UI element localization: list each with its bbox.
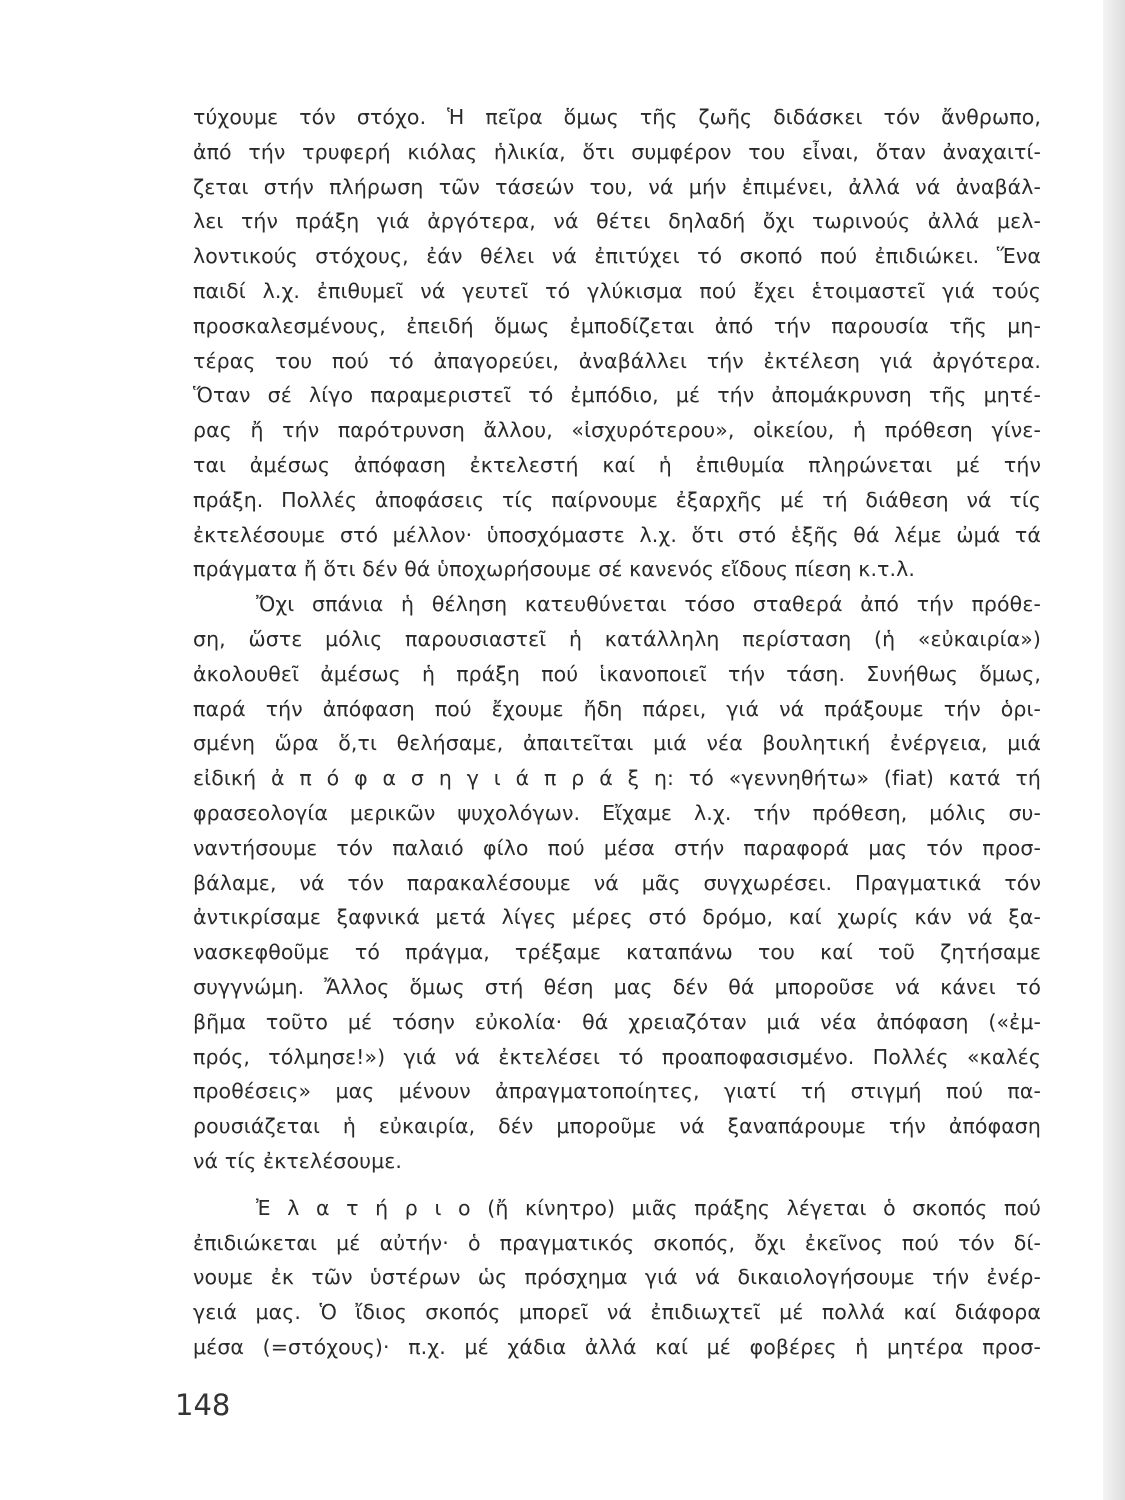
page-number: 148 — [175, 1388, 231, 1422]
text-line: σμένη ὥρα ὅ,τι θελήσαμε, ἀπαιτεῖται μιά νέα βουλητική ἐνέργεια, μιά — [193, 731, 1041, 756]
text-line: συγγνώμη. Ἄλλος ὅμως στή θέση μας δέν θά μποροῦσε νά κάνει τό — [193, 974, 1041, 999]
text-line: ρας ἤ τήν παρότρυνση ἄλλου, «ἰσχυρότερου», οἰκείου, ἡ πρόθεση γίνε- — [193, 418, 1041, 443]
text-line: βάλαμε, νά τόν παρακαλέσουμε νά μᾶς συγχωρέσει. Πραγματικά τόν — [193, 870, 1041, 895]
page-edge-shadow — [1103, 0, 1125, 1500]
text-line: Ἐ λ α τ ή ρ ι ο (ἤ κίνητρο) μιᾶς πράξης λέγεται ὁ σκοπός πού — [256, 1195, 1041, 1220]
text-line: πράξη. Πολλές ἀποφάσεις τίς παίρνουμε ἐξαρχῆς μέ τή διάθεση νά τίς — [193, 487, 1041, 512]
text-line: νουμε ἐκ τῶν ὑστέρων ὡς πρόσχημα γιά νά δικαιολογήσουμε τήν ἐνέρ- — [193, 1265, 1041, 1290]
text-line: παιδί λ.χ. ἐπιθυμεῖ νά γευτεῖ τό γλύκισμα πού ἔχει ἑτοιμαστεῖ γιά τούς — [193, 278, 1041, 303]
text-line: ἐκτελέσουμε στό μέλλον· ὑποσχόμαστε λ.χ. ὅτι στό ἑξῆς θά λέμε ὠμά τά — [193, 522, 1041, 547]
text-line: ἀπό τήν τρυφερή κιόλας ἡλικία, ὅτι συμφέρον του εἶναι, ὅταν ἀναχαιτί- — [193, 139, 1041, 164]
text-line: ναντήσουμε τόν παλαιό φίλο πού μέσα στήν παραφορά μας τόν προσ- — [193, 835, 1041, 860]
text-line: τύχουμε τόν στόχο. Ἡ πεῖρα ὅμως τῆς ζωῆς διδάσκει τόν ἄνθρωπο, — [193, 105, 1041, 129]
text-line: Ὅταν σέ λίγο παραμεριστεῖ τό ἐμπόδιο, μέ τήν ἀπομάκρυνση τῆς μητέ- — [193, 383, 1041, 408]
text-line: προσκαλεσμένους, ἐπειδή ὅμως ἐμποδίζεται ἀπό τήν παρουσία τῆς μη- — [193, 313, 1041, 338]
text-line: εἰδική ἀ π ό φ α σ η γ ι ά π ρ ά ξ η: τό «γεννηθήτω» (fiat) κατά τή — [193, 766, 1041, 791]
text-line: λει τήν πράξη γιά ἀργότερα, νά θέτει δηλαδή ὄχι τωρινούς ἀλλά μελ- — [193, 209, 1041, 234]
text-line: ζεται στήν πλήρωση τῶν τάσεών του, νά μήν ἐπιμένει, ἀλλά νά ἀναβάλ- — [193, 174, 1041, 199]
text-line: τέρας του πού τό ἀπαγορεύει, ἀναβάλλει τήν ἐκτέλεση γιά ἀργότερα. — [193, 348, 1041, 373]
text-line: ση, ὥστε μόλις παρουσιαστεῖ ἡ κατάλληλη περίσταση (ἡ «εὐκαιρία») — [193, 626, 1041, 651]
text-line: ἀκολουθεῖ ἀμέσως ἡ πράξη πού ἱκανοποιεῖ τήν τάση. Συνήθως ὅμως, — [193, 661, 1041, 686]
text-line: πρός, τόλμησε!») γιά νά ἐκτελέσει τό προαποφασισμένο. Πολλές «καλές — [193, 1044, 1041, 1069]
text-line: ἀντικρίσαμε ξαφνικά μετά λίγες μέρες στό δρόμο, καί χωρίς κάν νά ξα- — [193, 905, 1041, 930]
text-line: μέσα (=στόχους)· π.χ. μέ χάδια ἀλλά καί μέ φοβέρες ἡ μητέρα προσ- — [193, 1334, 1041, 1359]
text-line: ἐπιδιώκεται μέ αὐτήν· ὁ πραγματικός σκοπός, ὄχι ἐκεῖνος πού τόν δί- — [193, 1230, 1041, 1255]
text-line: νασκεφθοῦμε τό πράγμα, τρέξαμε καταπάνω του καί τοῦ ζητήσαμε — [193, 940, 1041, 965]
text-line: φρασεολογία μερικῶν ψυχολόγων. Εἴχαμε λ.χ. τήν πρόθεση, μόλις συ- — [193, 800, 1041, 825]
text-line: προθέσεις» μας μένουν ἀπραγματοποίητες, γιατί τή στιγμή πού πα- — [193, 1079, 1041, 1104]
text-line: νά τίς ἐκτελέσουμε. — [193, 1148, 403, 1173]
text-line: βῆμα τοῦτο μέ τόσην εὐκολία· θά χρειαζόταν μιά νέα ἀπόφαση («ἐμ- — [193, 1009, 1041, 1034]
text-line: παρά τήν ἀπόφαση πού ἔχουμε ἤδη πάρει, γιά νά πράξουμε τήν ὁρι- — [193, 696, 1041, 721]
text-line: γειά μας. Ὁ ἴδιος σκοπός μπορεῖ νά ἐπιδιωχτεῖ μέ πολλά καί διάφορα — [193, 1300, 1041, 1325]
paragraph-3 — [193, 1191, 1041, 1365]
paragraph-1 — [193, 100, 1041, 587]
text-line: λοντικούς στόχους, ἐάν θέλει νά ἐπιτύχει τό σκοπό πού ἐπιδιώκει. Ἕνα — [193, 244, 1041, 269]
text-line: Ὄχι σπάνια ἡ θέληση κατευθύνεται τόσο σταθερά ἀπό τήν πρόθε- — [256, 592, 1041, 617]
body-text — [193, 100, 1041, 1365]
text-line: πράγματα ἤ ὅτι δέν θά ὑποχωρήσουμε σέ κανενός εἴδους πίεση κ.τ.λ. — [193, 557, 915, 582]
paragraph-gap — [193, 1179, 1041, 1191]
text-line: ται ἀμέσως ἀπόφαση ἐκτελεστή καί ἡ ἐπιθυμία πληρώνεται μέ τήν — [193, 452, 1041, 477]
paragraph-2 — [193, 587, 1041, 1179]
text-line: ρουσιάζεται ἡ εὐκαιρία, δέν μποροῦμε νά ξαναπάρουμε τήν ἀπόφαση — [193, 1114, 1041, 1139]
